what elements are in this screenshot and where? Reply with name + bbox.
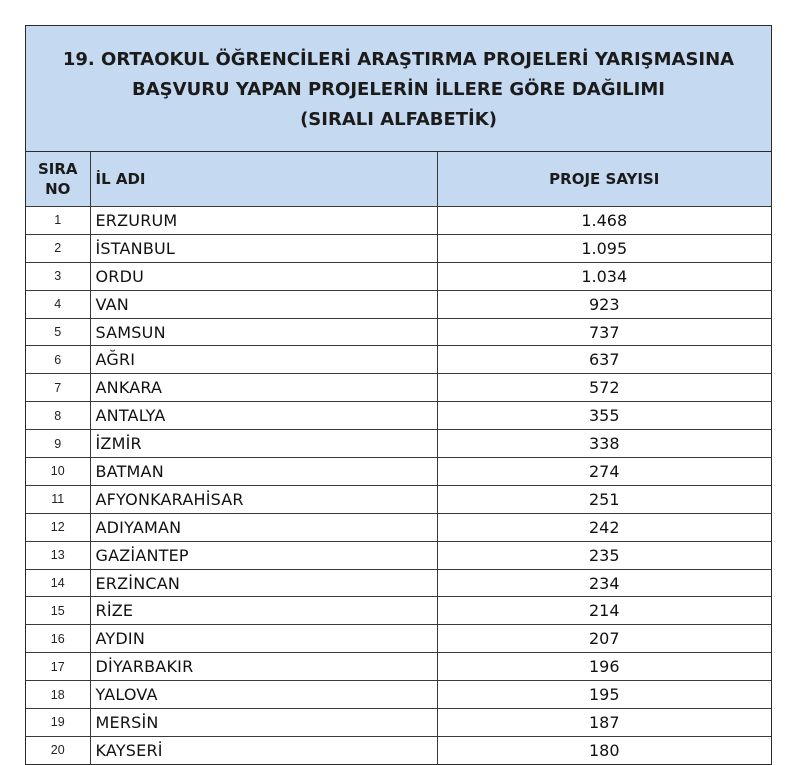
row-number: 15: [26, 597, 90, 625]
table-row: [26, 346, 771, 374]
project-count: 1.034: [437, 262, 771, 290]
project-count: 196: [437, 653, 771, 681]
row-number: 2: [26, 234, 90, 262]
project-count: 338: [437, 430, 771, 458]
province-name: YALOVA: [90, 681, 437, 709]
province-name: AĞRI: [90, 346, 437, 374]
title-line-1: 19. ORTAOKUL ÖĞRENCİLERİ ARAŞTIRMA PROJELERİ YARIŞMASINA: [62, 48, 735, 70]
project-count: 572: [437, 374, 771, 402]
table-header-row: [26, 152, 771, 207]
column-header-il-adi: İL ADI: [90, 152, 437, 207]
project-count: 274: [437, 458, 771, 486]
province-name: VAN: [90, 290, 437, 318]
column-header-sira-no: [26, 152, 90, 207]
row-number: 7: [26, 374, 90, 402]
table-row: [26, 681, 771, 709]
table-row: [26, 653, 771, 681]
table-row: [26, 485, 771, 513]
project-count: 242: [437, 513, 771, 541]
row-number: 6: [26, 346, 90, 374]
table-row: [26, 458, 771, 486]
table-row: [26, 290, 771, 318]
project-count: 637: [437, 346, 771, 374]
province-name: ORDU: [90, 262, 437, 290]
province-name: BATMAN: [90, 458, 437, 486]
row-number: 10: [26, 458, 90, 486]
project-count: 737: [437, 318, 771, 346]
project-count: 355: [437, 402, 771, 430]
project-count: 923: [437, 290, 771, 318]
row-number: 8: [26, 402, 90, 430]
row-number: 20: [26, 736, 90, 763]
province-name: MERSİN: [90, 709, 437, 737]
province-name: GAZİANTEP: [90, 541, 437, 569]
project-count: 1.468: [437, 207, 771, 235]
province-name: AYDIN: [90, 625, 437, 653]
province-name: DİYARBAKIR: [90, 653, 437, 681]
province-name: KAYSERİ: [90, 736, 437, 763]
row-number: 12: [26, 513, 90, 541]
table-row: [26, 569, 771, 597]
title-line-3: (SIRALI ALFABETİK): [300, 108, 497, 130]
row-number: 18: [26, 681, 90, 709]
province-name: ANTALYA: [90, 402, 437, 430]
row-number: 5: [26, 318, 90, 346]
row-number: 4: [26, 290, 90, 318]
row-number: 14: [26, 569, 90, 597]
table-row: [26, 709, 771, 737]
province-name: ERZİNCAN: [90, 569, 437, 597]
title-box: [26, 26, 771, 152]
province-name: ERZURUM: [90, 207, 437, 235]
row-number: 11: [26, 485, 90, 513]
project-count: 234: [437, 569, 771, 597]
table-row: [26, 207, 771, 235]
project-count: 251: [437, 485, 771, 513]
table-row: [26, 318, 771, 346]
row-number: 9: [26, 430, 90, 458]
table-body: [26, 207, 771, 764]
project-count: 207: [437, 625, 771, 653]
province-name: İZMİR: [90, 430, 437, 458]
province-name: AFYONKARAHİSAR: [90, 485, 437, 513]
column-header-no-label: NO: [45, 180, 71, 198]
column-header-proje-sayisi: PROJE SAYISI: [437, 152, 771, 207]
column-header-sira-label: SIRA: [37, 160, 78, 178]
province-name: RİZE: [90, 597, 437, 625]
project-count: 235: [437, 541, 771, 569]
project-count: 1.095: [437, 234, 771, 262]
project-count: 214: [437, 597, 771, 625]
province-name: ADIYAMAN: [90, 513, 437, 541]
table-row: [26, 541, 771, 569]
project-count: 187: [437, 709, 771, 737]
project-count: 195: [437, 681, 771, 709]
table-row: [26, 625, 771, 653]
table-row: [26, 234, 771, 262]
row-number: 3: [26, 262, 90, 290]
province-name: SAMSUN: [90, 318, 437, 346]
title-line-2: BAŞVURU YAPAN PROJELERİN İLLERE GÖRE DAĞILIMI: [132, 78, 665, 100]
project-count: 180: [588, 740, 620, 760]
row-number: 1: [26, 207, 90, 235]
row-number: 13: [26, 541, 90, 569]
table-row: [26, 430, 771, 458]
province-name: ANKARA: [90, 374, 437, 402]
document-table-sheet: [25, 25, 772, 765]
table-row: [26, 513, 771, 541]
row-number: 16: [26, 625, 90, 653]
table-row: [26, 402, 771, 430]
row-number: 19: [26, 709, 90, 737]
province-name: İSTANBUL: [90, 234, 437, 262]
table-row: [26, 736, 771, 763]
table-row: [26, 374, 771, 402]
table-row: [26, 597, 771, 625]
table-row: [26, 262, 771, 290]
province-project-table: [26, 152, 771, 764]
row-number: 17: [26, 653, 90, 681]
